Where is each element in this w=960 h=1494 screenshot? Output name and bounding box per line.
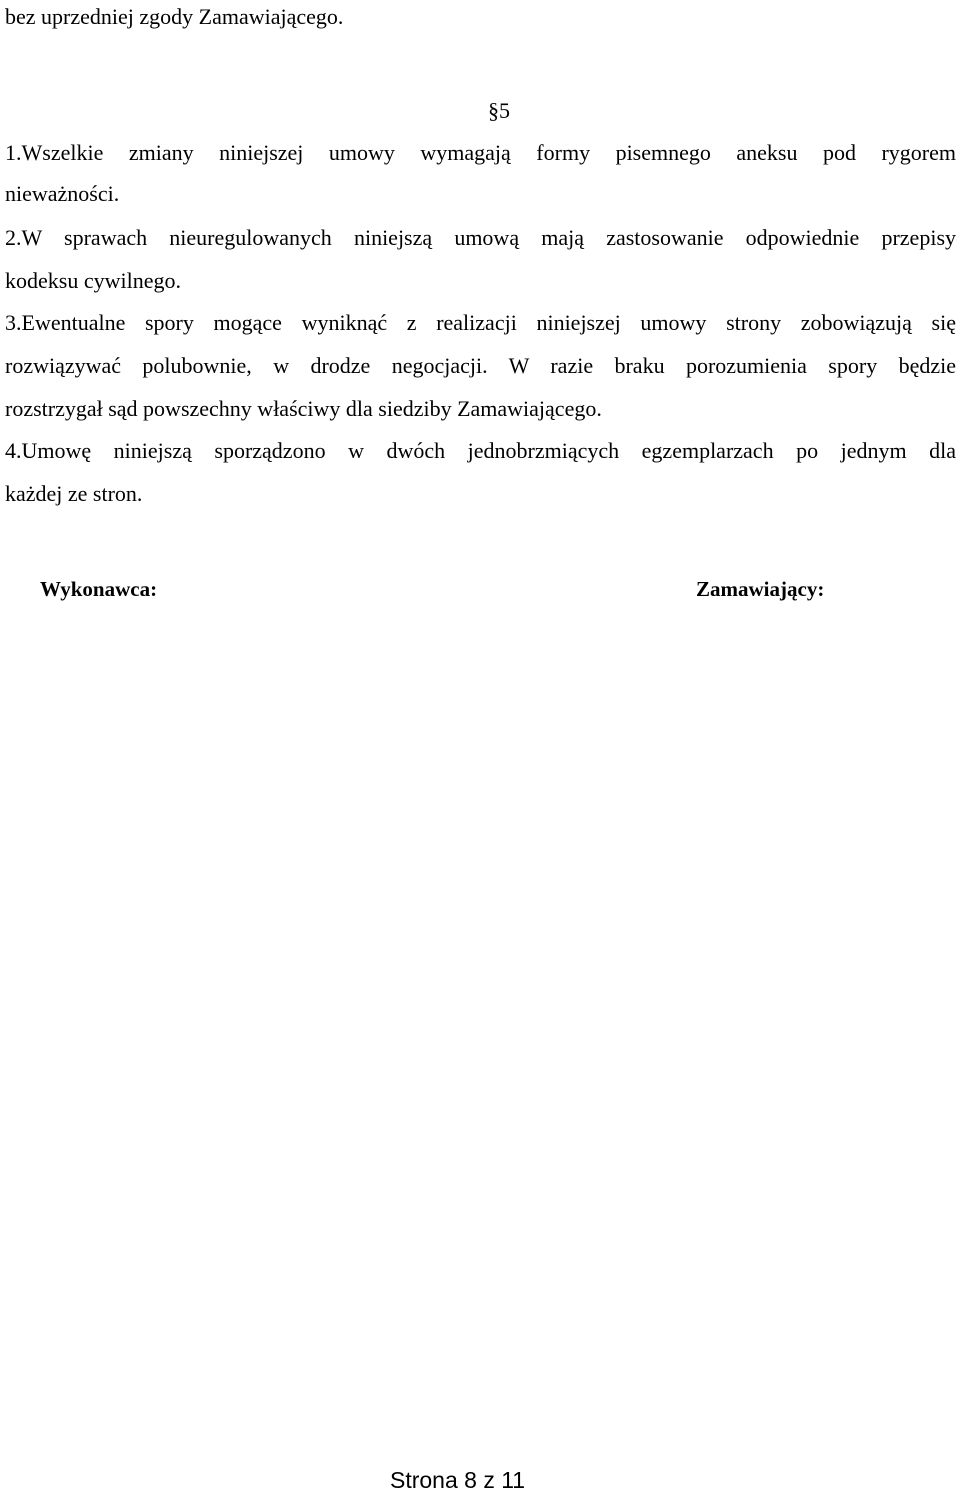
paragraph-2-line-1: 2.W sprawach nieuregulowanych niniejszą umową mają zastosowanie odpowiednie przepisy [5,225,956,250]
section-heading: §5 [488,98,510,123]
signature-contractor-label: Wykonawca: [40,577,158,601]
paragraph-3-line-2: rozwiązywać polubownie, w drodze negocjacji. W razie braku porozumienia spory będzie [5,353,956,378]
paragraph-3-line-1: 3.Ewentualne spory mogące wyniknąć z realizacji niniejszej umowy strony zobowiązują się [5,310,956,335]
paragraph-3-line-3: rozstrzygał sąd powszechny właściwy dla siedziby Zamawiającego. [5,396,602,421]
text-line-continuation: bez uprzedniej zgody Zamawiającego. [5,4,344,29]
paragraph-1-line-1: 1.Wszelkie zmiany niniejszej umowy wymagają formy pisemnego aneksu pod rygorem [5,140,956,165]
signature-ordering-party-label: Zamawiający: [696,577,825,601]
paragraph-4-line-2: każdej ze stron. [5,481,143,506]
paragraph-4-line-1: 4.Umowę niniejszą sporządzono w dwóch jednobrzmiących egzemplarzach po jednym dla [5,438,956,463]
paragraph-2-line-2: kodeksu cywilnego. [5,268,181,293]
page-number-footer: Strona 8 z 11 [390,1467,526,1493]
paragraph-1-line-2: nieważności. [5,181,120,206]
